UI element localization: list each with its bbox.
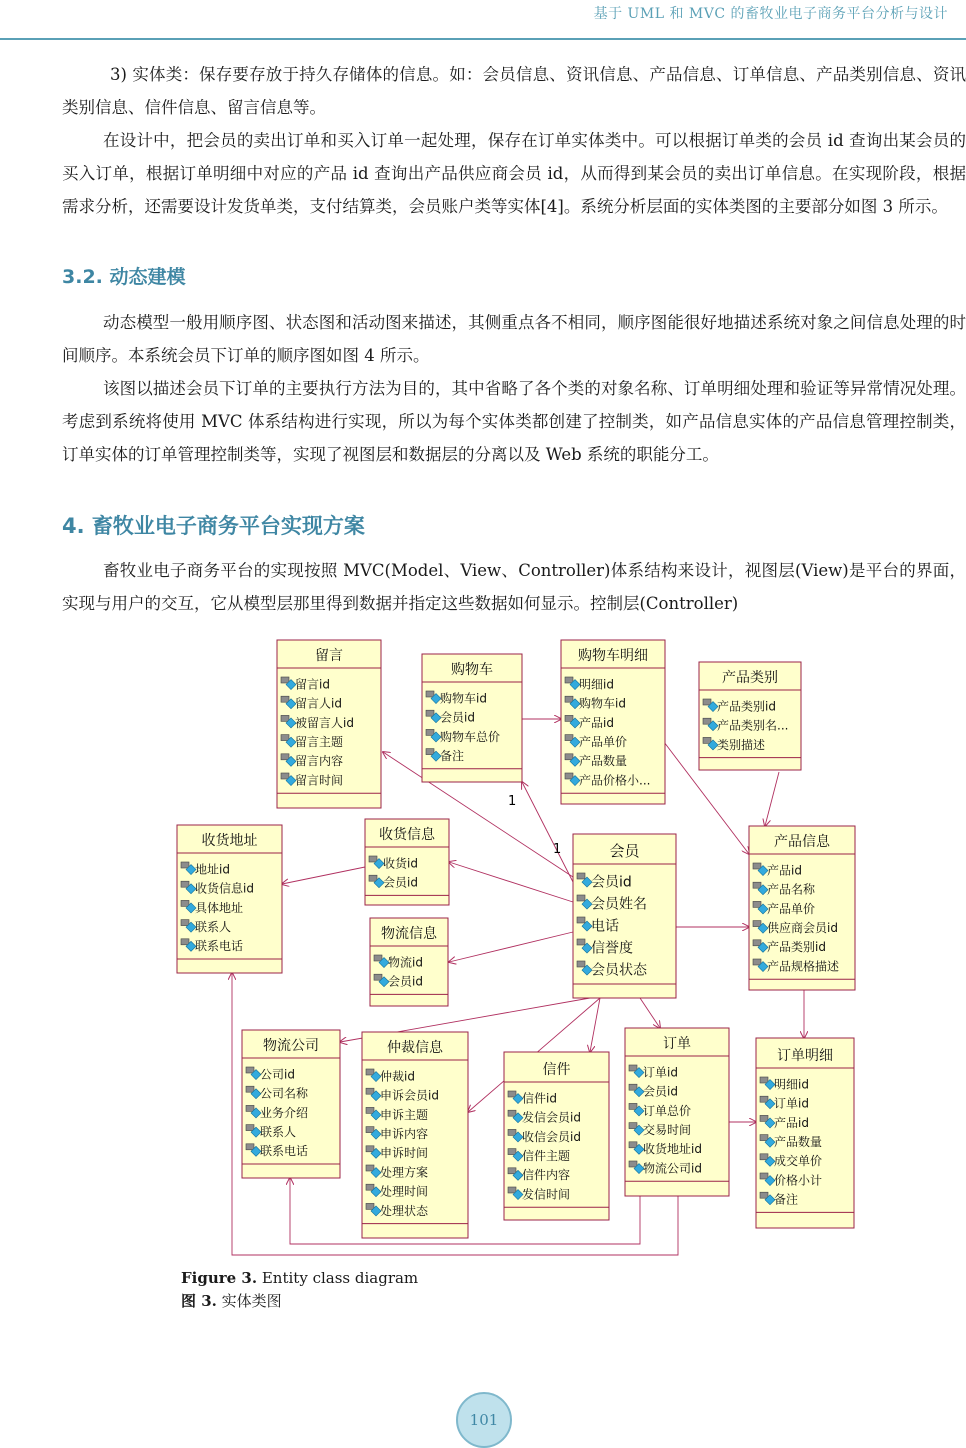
class-attribute: 被留言人id [295, 715, 354, 730]
class-attribute: 供应商会员id [767, 921, 838, 935]
class-attribute: 明细id [579, 677, 614, 692]
class-attribute: 申诉内容 [380, 1127, 429, 1141]
class-attribute: 产品单价 [579, 735, 628, 749]
class-attribute: 会员姓名 [591, 896, 647, 913]
association-line [765, 772, 779, 826]
class-name: 物流公司 [263, 1038, 319, 1054]
class-attribute: 产品规格描述 [767, 959, 840, 974]
class-attribute: 留言内容 [295, 754, 344, 769]
header-rule [0, 38, 966, 40]
class-name: 收货地址 [201, 833, 258, 849]
class-name: 会员 [609, 842, 640, 860]
class-attribute: 信件主题 [522, 1149, 571, 1163]
association-line [640, 998, 660, 1028]
class-name: 信件 [542, 1062, 571, 1078]
uml-class-gouwuche [422, 654, 522, 782]
class-name: 订单明细 [777, 1048, 833, 1064]
paragraph-design: 在设计中，把会员的卖出订单和买入订单一起处理，保存在订单实体类中。可以根据订单类的会员 id 查询出某会员的买入订单，根据订单明细中对应的产品 id 查询出产品供应商会员 id，从而得到某会员的卖出订单信息。在实现阶段，根据需求分析，还需要设计发货单类，支付结算类，会员账户类等实体[4]。系统分析层面的实体类图的主要部分如图 3 所示。 [62, 131, 966, 216]
class-attribute: 发信会员id [522, 1110, 581, 1125]
multiplicity-label: 1 [508, 794, 517, 809]
class-attribute: 公司名称 [260, 1086, 309, 1101]
uml-class-liuyan [277, 640, 381, 808]
class-name: 产品类别 [722, 670, 778, 686]
class-attribute: 信件内容 [522, 1168, 571, 1183]
class-attribute: 申诉主题 [380, 1107, 429, 1122]
class-attribute: 申诉时间 [380, 1146, 429, 1161]
class-attribute: 具体地址 [195, 900, 244, 915]
class-attribute: 会员id [643, 1084, 678, 1099]
paragraph-dynamic-model: 动态模型一般用顺序图、状态图和活动图来描述，其侧重点各不相同，顺序图能很好地描述系统对象之间信息处理的时间顺序。本系统会员下订单的顺序图如图 4 所示。 [62, 313, 966, 365]
class-attribute: 会员id [388, 974, 423, 989]
class-attribute: 物流公司id [643, 1161, 702, 1176]
class-attribute: 产品名称 [767, 882, 816, 897]
class-name: 订单 [663, 1036, 691, 1052]
uml-class-shdz [177, 825, 282, 973]
class-attribute: 处理时间 [380, 1184, 429, 1199]
class-attribute: 收信会员id [522, 1129, 581, 1144]
uml-class-gwcmx [561, 640, 665, 804]
class-attribute: 订单总价 [643, 1103, 692, 1118]
class-attribute: 发信时间 [522, 1187, 571, 1202]
paragraph-entity-class: 3) 实体类：保存要存放于持久存储体的信息。如：会员信息、资讯信息、产品信息、订单信息、产品类别信息、资讯类别信息、信件信息、留言信息等。 [62, 65, 966, 117]
class-attribute: 联系人 [195, 920, 232, 934]
class-attribute: 交易时间 [643, 1123, 692, 1137]
class-attribute: 公司id [260, 1067, 295, 1082]
running-head: 基于 UML 和 MVC 的畜牧业电子商务平台分析与设计 [593, 6, 948, 22]
class-attribute: 业务介绍 [260, 1105, 309, 1120]
caption-label-en: Figure 3. [181, 1269, 258, 1287]
class-attribute: 产品id [767, 863, 802, 878]
class-attribute: 产品类别id [717, 699, 776, 714]
multiplicity-label: 1 [553, 842, 562, 857]
class-attribute: 产品id [579, 715, 614, 730]
class-name: 仲裁信息 [387, 1040, 443, 1056]
class-attribute: 留言时间 [295, 773, 344, 788]
class-attribute: 仲裁id [380, 1069, 415, 1084]
class-name: 购物车 [451, 662, 493, 678]
class-attribute: 会员状态 [591, 962, 647, 979]
caption-text-cn: 实体类图 [221, 1292, 282, 1310]
association-line [590, 998, 600, 1052]
uml-class-huiyuan [573, 834, 676, 998]
class-attribute: 产品数量 [579, 754, 628, 769]
class-attribute: 收货id [383, 856, 418, 871]
class-attribute: 信誉度 [591, 940, 633, 957]
class-name: 收货信息 [379, 827, 435, 843]
paragraph-mvc: 畜牧业电子商务平台的实现按照 MVC(Model、View、Controller)体系结构来设计，视图层(View)是平台的界面，实现与用户的交互，它从模型层那里得到数据并指定这些数据如何显示。控制层(Controller) [62, 561, 966, 613]
class-attribute: 处理方案 [380, 1165, 429, 1180]
class-attribute: 产品id [774, 1115, 809, 1130]
class-attribute: 明细id [774, 1077, 809, 1092]
class-attribute: 订单id [643, 1065, 678, 1080]
association-line [449, 932, 573, 962]
paragraph-sequence-desc: 该图以描述会员下订单的主要执行方法为目的，其中省略了各个类的对象名称、订单明细处理和验证等异常情况处理。考虑到系统将使用 MVC 体系结构进行实现，所以为每个实体类都创建了控制类，如产品信息实体的产品信息管理控制类，订单实体的订单管理控制类等，实现了视图层和数据层的分离以及 Web 系统的职能分工。 [62, 379, 966, 464]
uml-class-dingdan [625, 1028, 729, 1196]
class-attribute: 物流id [388, 955, 423, 970]
class-attribute: 购物车id [579, 696, 626, 711]
uml-class-cpxx [749, 826, 855, 990]
class-attribute: 产品类别id [767, 940, 826, 955]
heading-dynamic-modeling: 3.2. 动态建模 [62, 266, 186, 288]
class-attribute: 产品价格小... [579, 773, 651, 788]
uml-class-zcxx [362, 1032, 468, 1238]
class-attribute: 留言人id [295, 696, 342, 711]
association-line [449, 862, 573, 902]
class-attribute: 类别描述 [717, 737, 766, 752]
class-name: 留言 [315, 648, 343, 664]
class-attribute: 电话 [591, 918, 619, 935]
class-boxes [177, 640, 855, 1238]
class-attribute: 产品单价 [767, 901, 816, 916]
class-attribute: 留言主题 [295, 735, 344, 749]
entity-class-diagram [170, 632, 866, 1266]
class-attribute: 申诉会员id [380, 1088, 439, 1103]
association-line [282, 867, 365, 884]
figure-caption-cn [181, 1290, 282, 1312]
uml-class-wlgs [242, 1030, 340, 1178]
class-attribute: 收货信息id [195, 881, 254, 896]
page-number-badge: 101 [456, 1392, 512, 1448]
class-attribute: 产品数量 [774, 1135, 823, 1149]
class-attribute: 处理状态 [380, 1203, 429, 1218]
class-attribute: 备注 [440, 749, 465, 763]
class-attribute: 会员id [383, 875, 418, 890]
uml-class-cplb [699, 662, 801, 770]
class-attribute: 产品类别名... [717, 718, 789, 733]
figure-caption-en [181, 1267, 418, 1289]
uml-class-wlxx [370, 918, 448, 1006]
class-attribute: 联系电话 [195, 939, 244, 954]
class-attribute: 购物车id [440, 691, 487, 706]
class-attribute: 购物车总价 [440, 729, 501, 744]
class-name: 产品信息 [774, 834, 830, 850]
class-attribute: 会员id [591, 874, 632, 891]
uml-class-xinjian [504, 1052, 609, 1220]
heading-implementation: 4. 畜牧业电子商务平台实现方案 [62, 514, 365, 538]
uml-class-shxx [365, 819, 449, 905]
class-attribute: 收货地址id [643, 1142, 702, 1157]
caption-text-en: Entity class diagram [261, 1269, 419, 1287]
class-attribute: 留言id [295, 677, 330, 692]
class-attribute: 会员id [440, 710, 475, 725]
class-attribute: 订单id [774, 1096, 809, 1111]
class-attribute: 地址id [195, 862, 230, 877]
class-attribute: 联系人 [260, 1125, 297, 1139]
class-attribute: 成交单价 [774, 1154, 823, 1169]
uml-class-ddmx [756, 1038, 854, 1228]
class-name: 物流信息 [381, 926, 437, 942]
class-name: 购物车明细 [578, 648, 648, 664]
class-attribute: 备注 [774, 1192, 799, 1207]
class-attribute: 联系电话 [260, 1144, 309, 1159]
caption-label-cn: 图 3. [181, 1292, 217, 1310]
class-attribute: 价格小计 [774, 1173, 823, 1188]
class-attribute: 信件id [522, 1091, 557, 1106]
